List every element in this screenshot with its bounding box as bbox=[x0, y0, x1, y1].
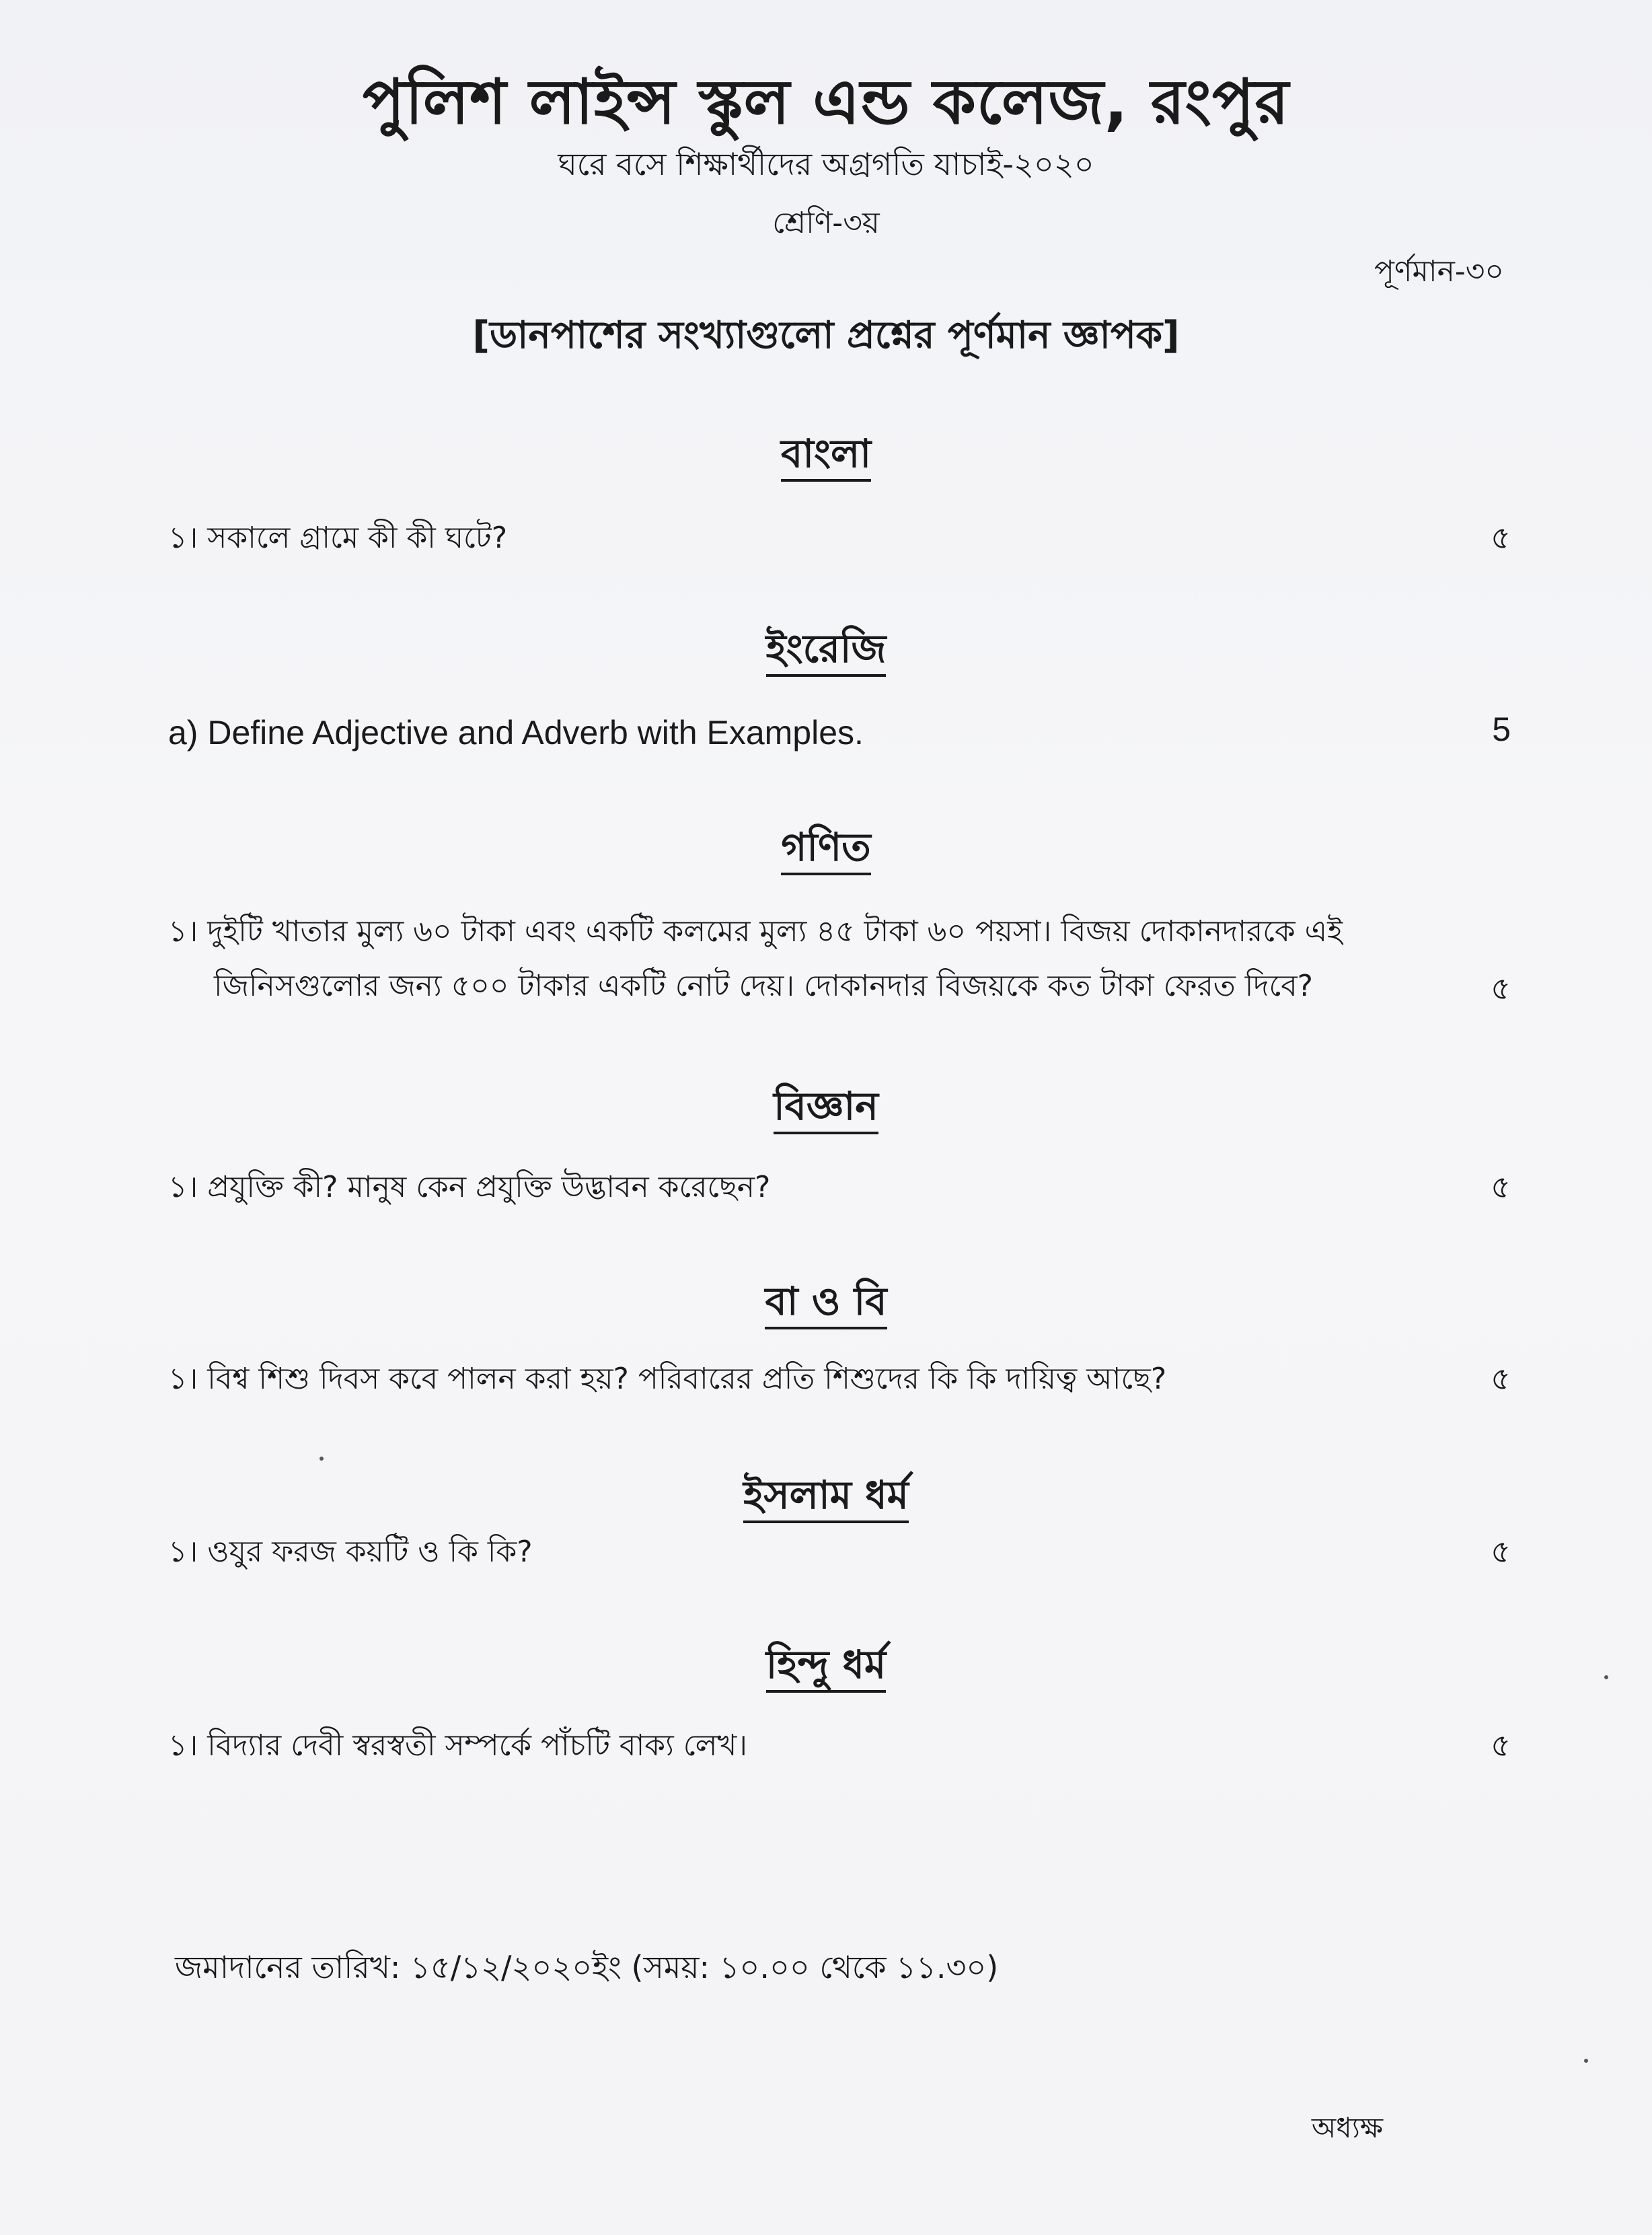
school-name: পুলিশ লাইন্স স্কুল এন্ড কলেজ, রংপুর bbox=[362, 66, 1290, 138]
question-islam: ১। ওযুর ফরজ কয়টি ও কি কি? bbox=[168, 1535, 533, 1569]
question-hindu: ১। বিদ্যার দেবী স্বরস্বতী সম্পর্কে পাঁচটি বাক্য লেখ। bbox=[168, 1728, 748, 1763]
section-heading-islam bbox=[0, 1465, 1652, 1531]
instruction-note: [ডানপাশের সংখ্যাগুলো প্রশ্নের পূর্ণমান জ্ঞাপক] bbox=[472, 314, 1180, 357]
question-bangla: ১। সকালে গ্রামে কী কী ঘটে? bbox=[168, 521, 508, 555]
question-science: ১। প্রযুক্তি কী? মানুষ কেন প্রযুক্তি উদ্ভাবন করেছেন? bbox=[168, 1170, 771, 1204]
section-heading-text: বিজ্ঞান bbox=[774, 1083, 878, 1134]
section-heading-text: গণিত bbox=[781, 824, 870, 875]
marks-bgs: ৫ bbox=[1491, 1360, 1511, 1397]
question-bgs: ১। বিশ্ব শিশু দিবস কবে পালন করা হয়? পরিবারের প্রতি শিশুদের কি কি দায়িত্ব আছে? bbox=[168, 1362, 1167, 1396]
submission-date: জমাদানের তারিখ: ১৫/১২/২০২০ইং (সময়: ১০.০০ থেকে ১১.৩০) bbox=[175, 1949, 999, 1985]
section-heading-text: ইংরেজি bbox=[766, 626, 887, 677]
marks-math: ৫ bbox=[1491, 970, 1511, 1006]
section-heading-text: বাংলা bbox=[781, 431, 871, 482]
section-heading-bangla bbox=[0, 424, 1652, 489]
section-heading-bgs bbox=[0, 1272, 1652, 1337]
section-heading-text: ইসলাম ধর্ম bbox=[743, 1472, 909, 1523]
full-marks: পূর্ণমান-৩০ bbox=[1374, 254, 1504, 289]
marks-islam: ৫ bbox=[1491, 1533, 1511, 1570]
marks-hindu: ৫ bbox=[1491, 1727, 1511, 1763]
question-english: a) Define Adjective and Adverb with Examples. bbox=[168, 714, 864, 752]
question-math-line1: ১। দুইটি খাতার মুল্য ৬০ টাকা এবং একটি কলমের মুল্য ৪৫ টাকা ৬০ পয়সা। বিজয় দোকানদারকে এই bbox=[168, 914, 1343, 949]
class-name: শ্রেণি-৩য় bbox=[772, 206, 880, 240]
scan-speck bbox=[1604, 1675, 1608, 1679]
scan-speck bbox=[1584, 2059, 1588, 2063]
scan-speck bbox=[320, 1457, 324, 1461]
section-heading-text: হিন্দু ধর্ম bbox=[766, 1642, 887, 1693]
section-heading-hindu bbox=[0, 1635, 1652, 1700]
marks-english: 5 bbox=[1492, 710, 1511, 748]
exam-title: ঘরে বসে শিক্ষার্থীদের অগ্রগতি যাচাই-২০২০ bbox=[558, 146, 1094, 182]
marks-bangla: ৫ bbox=[1491, 519, 1511, 556]
section-heading-math bbox=[0, 817, 1652, 883]
section-heading-text: বা ও বি bbox=[765, 1278, 887, 1329]
marks-science: ৫ bbox=[1491, 1169, 1511, 1205]
signatory: অধ্যক্ষ bbox=[1311, 2111, 1383, 2144]
question-math-line2: জিনিসগুলোর জন্য ৫০০ টাকার একটি নোট দেয়। দোকানদার বিজয়কে কত টাকা ফেরত দিবে? bbox=[214, 969, 1314, 1003]
section-heading-science bbox=[0, 1076, 1652, 1142]
section-heading-english bbox=[0, 619, 1652, 684]
